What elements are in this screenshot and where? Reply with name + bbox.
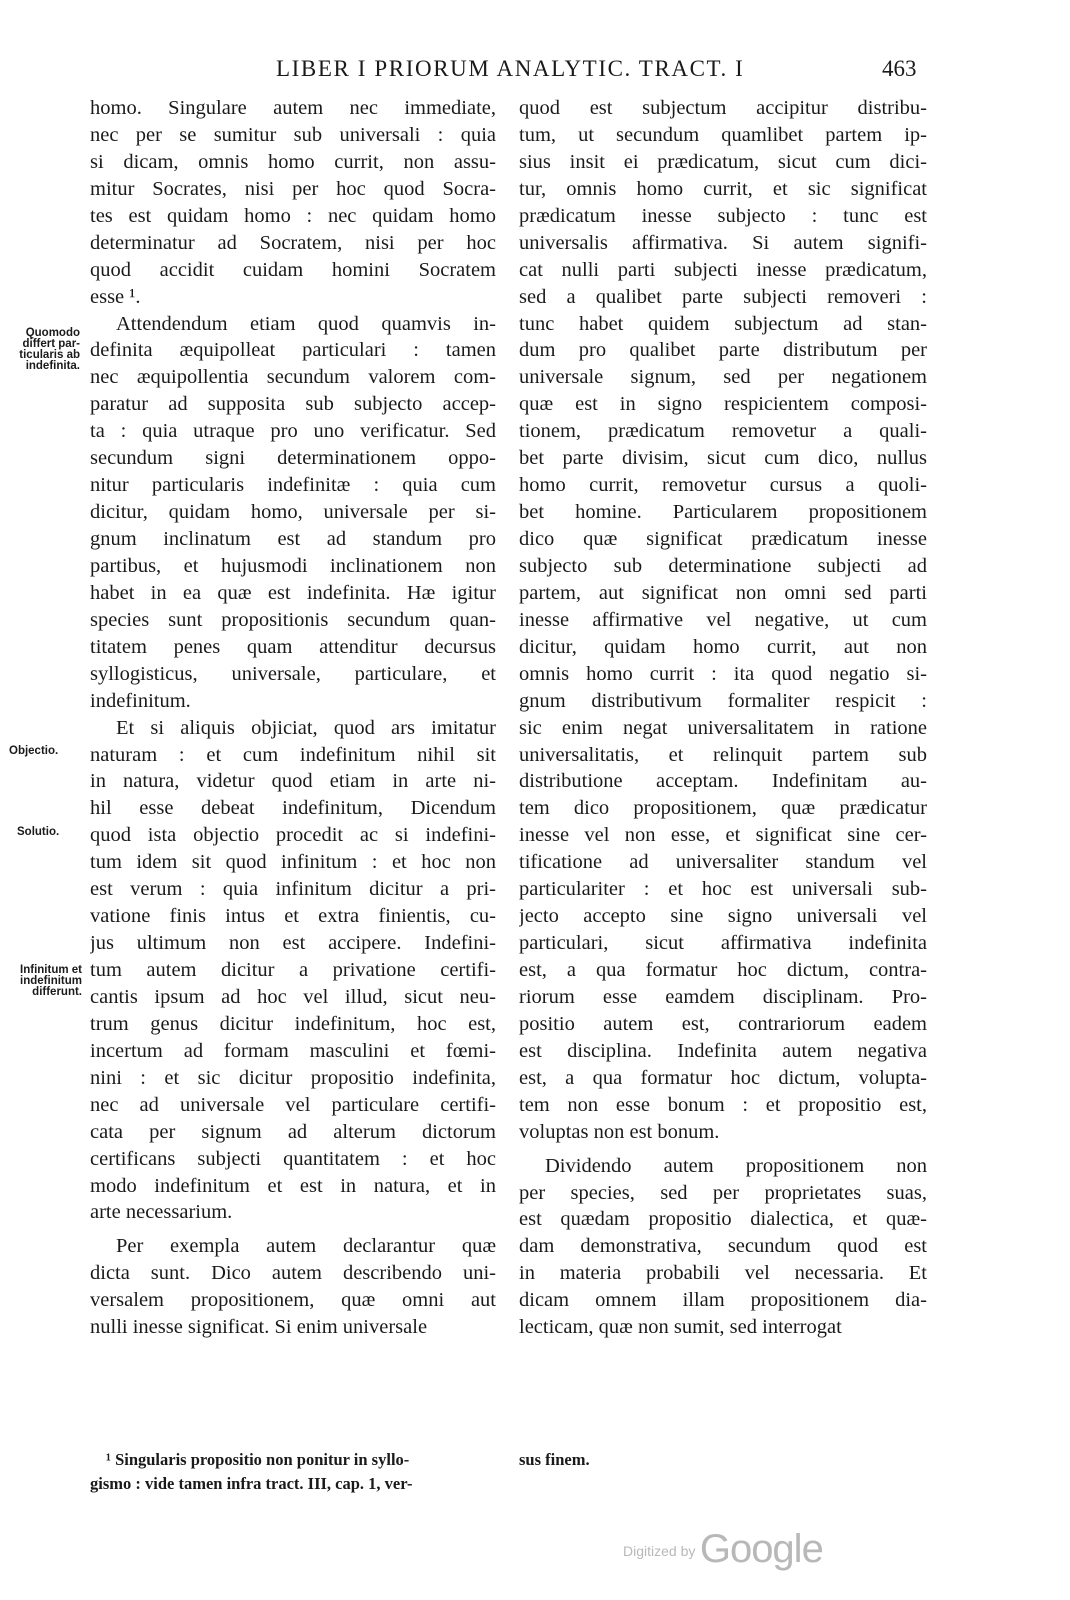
margin-note-objectio: Objectio.	[9, 745, 59, 757]
text-line: particulariter : et hoc est universali sub-	[519, 878, 927, 901]
text-line: homo. Singulare autem nec immediate,	[90, 97, 496, 119]
text-line: in natura, videtur quod etiam in arte ni-	[90, 770, 496, 793]
left-column	[90, 95, 496, 1341]
text-line: vatione finis intus et extra finientis, cu-	[90, 905, 496, 928]
text-line: indefinitum.	[90, 689, 191, 712]
text-line: dicitur, quidam homo currit, aut non	[519, 635, 927, 658]
text-line: quod est subjectum accipitur distribu-	[519, 97, 927, 119]
text-line: jecto accepto sine signo universali vel	[519, 905, 927, 928]
text-line: sius insit ei prædicatum, sicut cum dici-	[519, 150, 927, 173]
footnote-line: sus finem.	[519, 1450, 590, 1469]
margin-note-line: differt par-	[22, 338, 80, 350]
text-line: modo indefinitum et est in natura, et in	[90, 1174, 496, 1197]
text-line: bet parte divisim, sicut cum dico, nullus	[519, 447, 927, 470]
text-line: titatem penes quam attenditur decursus	[90, 635, 496, 658]
text-line: Dividendo autem propositionem non	[545, 1154, 927, 1177]
text-line: positio autem est, contrariorum eadem	[519, 1012, 927, 1035]
text-line: tem dico propositionem, quæ prædicatur	[519, 797, 927, 820]
text-line: tum autem dicitur a privatione certifi-	[90, 959, 496, 981]
text-line: mitur Socrates, nisi per hoc quod Socra-	[90, 177, 496, 200]
text-line: esse ¹.	[90, 285, 141, 308]
text-line: cantis ipsum ad hoc vel illud, sicut neu-	[90, 985, 496, 1008]
text-line: est, a qua formatur hoc dictum, volupta-	[519, 1066, 927, 1089]
text-line: universalis affirmativa. Si autem signifi-	[519, 231, 927, 254]
text-line: naturam : et cum indefinitum nihil sit	[90, 743, 496, 766]
text-line: Attendendum etiam quod quamvis in-	[116, 312, 496, 335]
text-line: prædicatum inesse subjecto : tunc est	[519, 204, 927, 227]
margin-note-line: ticularis ab	[19, 349, 80, 361]
right-column	[519, 95, 927, 1341]
text-line: universalitatis, et relinquit partem sub	[519, 743, 927, 766]
text-line: tum, ut secundum quamlibet partem ip-	[519, 123, 927, 146]
text-line: inesse vel non esse, et significat sine cer-	[519, 824, 927, 847]
text-line: tem non esse bonum : et propositio est,	[519, 1093, 927, 1116]
margin-note-line: indefinitum	[20, 975, 82, 987]
text-line: incertum ad formam masculini et fœmi-	[90, 1039, 496, 1062]
text-line: per species, sed per proprietates suas,	[519, 1181, 927, 1204]
text-line: syllogisticus, universale, particulare, et	[90, 662, 496, 685]
text-line: nec ad universale vel particulare certifi-	[90, 1093, 496, 1116]
text-line: inesse affirmative vel negative, ut cum	[519, 608, 927, 631]
text-line: secundum signi determinationem oppo-	[90, 447, 496, 470]
text-line: Per exempla autem declarantur quæ	[116, 1235, 496, 1258]
text-line: est verum : quia infinitum dicitur a pri-	[90, 878, 496, 901]
text-line: cata per signum ad alterum dictorum	[90, 1120, 496, 1143]
text-line: tificatione ad universaliter standum vel	[519, 851, 927, 874]
text-line: nitur particularis indefinitæ : quia cum	[90, 474, 496, 497]
text-line: tionem, prædicatum removetur a quali-	[519, 420, 927, 443]
text-line: homo currit, removetur cursus a quoli-	[519, 474, 927, 497]
text-line: dam demonstrativa, secundum quod est	[519, 1235, 927, 1258]
text-line: partibus, et hujusmodi inclinationem non	[90, 554, 496, 577]
text-line: nec per se sumitur sub universali : quia	[90, 123, 496, 146]
margin-note-line: Infinitum et	[20, 964, 82, 976]
text-line: quod ista objectio procedit ac si indefini-	[90, 824, 496, 847]
text-line: est, a qua formatur hoc dictum, contra-	[519, 959, 927, 981]
text-line: jus ultimum non est accipere. Indefini-	[90, 932, 496, 955]
text-line: dico quæ significat prædicatum inesse	[519, 528, 927, 550]
text-line: si dicam, omnis homo currit, non assu-	[90, 150, 496, 173]
text-line: hil esse debeat indefinitum, Dicendum	[90, 797, 496, 820]
running-title: LIBER I PRIORUM ANALYTIC. TRACT. I	[276, 56, 745, 81]
text-line: Et si aliquis objiciat, quod ars imitatur	[116, 716, 496, 739]
text-line: trum genus dicitur indefinitum, hoc est,	[90, 1012, 496, 1035]
margin-note-solutio: Solutio.	[17, 826, 60, 838]
text-line: dicta sunt. Dico autem describendo uni-	[90, 1262, 496, 1285]
text-line: partem, aut significat non omni sed parti	[519, 581, 927, 604]
page-number: 463	[882, 56, 917, 81]
text-line: certificans subjecti quantitatem : et hoc	[90, 1147, 496, 1170]
text-line: tum idem sit quod infinitum : et hoc non	[90, 851, 496, 874]
text-line: riorum esse eamdem disciplinam. Pro-	[519, 985, 927, 1008]
text-line: nec æquipollentia secundum valorem com-	[90, 366, 496, 389]
text-line: tunc habet quidem subjectum ad stan-	[519, 312, 927, 335]
text-line: lecticam, quæ non sumit, sed interrogat	[519, 1316, 842, 1339]
footnote-line: ¹ Singularis propositio non ponitur in syllo-	[106, 1450, 410, 1469]
text-line: omnis homo currit : ita quod negatio si-	[519, 662, 927, 685]
text-line: bet homine. Particularem propositionem	[519, 501, 927, 524]
margin-note-line: indefinita.	[25, 360, 80, 372]
text-line: in materia probabili vel necessaria. Et	[519, 1262, 927, 1285]
text-line: paratur ad supposita sub subjecto accep-	[90, 393, 496, 416]
text-line: arte necessarium.	[90, 1201, 233, 1224]
text-line: nini : et sic dicitur propositio indefinita,	[90, 1066, 496, 1089]
text-line: quæ est in signo respicientem composi-	[519, 393, 927, 416]
text-line: gnum inclinatum est ad standum pro	[90, 528, 496, 550]
margin-note-quomodo	[6, 328, 80, 372]
text-line: quod accidit cuidam homini Socratem	[90, 258, 496, 281]
text-line: dum pro qualibet parte distributum per	[519, 339, 927, 362]
text-line: ta : quia utraque pro uno verificatur. Sed	[90, 420, 496, 443]
text-line: distributione acceptam. Indefinitam au-	[519, 770, 927, 793]
margin-note-line: Quomodo	[25, 327, 80, 339]
footnote-left	[90, 1448, 500, 1496]
google-logo: Google	[699, 1527, 823, 1571]
text-line: versalem propositionem, quæ omni aut	[90, 1289, 496, 1312]
text-line: universale signum, sed per negationem	[519, 366, 927, 389]
text-line: dicitur, quidam homo, universale per si-	[90, 501, 496, 524]
text-line: dicam omnem illam propositionem dia-	[519, 1289, 927, 1312]
page-header	[0, 52, 1070, 88]
footnote-line: gismo : vide tamen infra tract. III, cap. 1, ver-	[90, 1474, 413, 1493]
text-line: voluptas non est bonum.	[519, 1120, 720, 1143]
text-line: species sunt propositionis secundum quan-	[90, 608, 496, 631]
text-line: gnum distributivum formaliter respicit :	[519, 689, 927, 712]
text-line: est disciplina. Indefinita autem negativa	[519, 1039, 927, 1062]
text-line: subjecto sub determinatione subjecti ad	[519, 554, 927, 577]
text-line: definita æquipolleat particulari : tamen	[90, 339, 496, 362]
text-line: determinatur ad Socratem, nisi per hoc	[90, 231, 496, 254]
text-line: habet in ea quæ est indefinita. Hæ igitur	[90, 581, 496, 604]
text-line: sic enim negat universalitatem in ratione	[519, 716, 927, 739]
watermark-prefix: Digitized by	[623, 1543, 696, 1559]
text-line: sed a qualibet parte subjecti removeri :	[519, 285, 927, 308]
text-line: tes est quidam homo : nec quidam homo	[90, 204, 496, 227]
text-line: cat nulli parti subjecti inesse prædicatum,	[519, 258, 927, 281]
text-line: est quædam propositio dialectica, et quæ-	[519, 1208, 927, 1231]
text-line: tur, omnis homo currit, et sic significat	[519, 177, 927, 200]
text-line: nulli inesse significat. Si enim universale	[90, 1316, 428, 1339]
text-line: particulari, sicut affirmativa indefinita	[519, 932, 927, 955]
margin-note-line: differunt.	[32, 986, 82, 998]
footnote-right	[519, 1448, 590, 1472]
margin-note-infinitum	[0, 965, 82, 998]
digitized-watermark	[623, 1527, 823, 1572]
